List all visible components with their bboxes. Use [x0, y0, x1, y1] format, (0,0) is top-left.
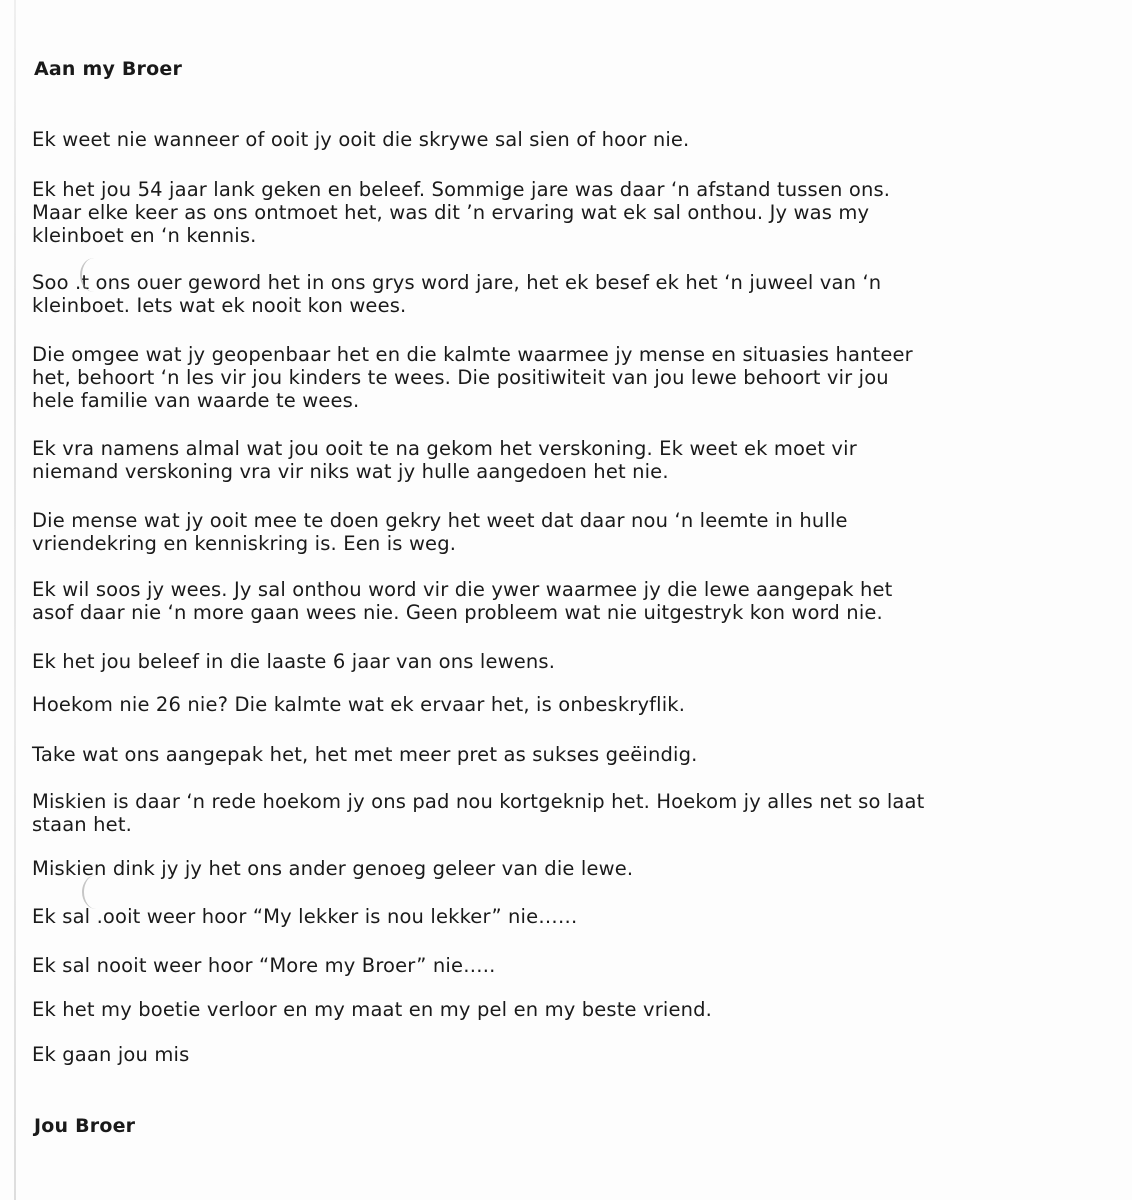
- paragraph-10: [32, 743, 1082, 766]
- salutation: Aan my Broer: [34, 58, 183, 80]
- text-line: Maar elke keer as ons ontmoet het, was dit ’n ervaring wat ek sal onthou. Jy was my: [32, 201, 870, 224]
- paragraph-5: [32, 437, 1082, 483]
- text-line: Soo .t ons ouer geword het in ons grys word jare, het ek besef ek het ‘n juweel van ‘n: [32, 271, 882, 294]
- text-line: Ek sal nooit weer hoor “More my Broer” nie…..: [32, 954, 496, 977]
- text-line: Take wat ons aangepak het, het met meer pret as sukses geëindig.: [32, 743, 698, 766]
- text-line: Miskien dink jy jy het ons ander genoeg geleer van die lewe.: [32, 857, 634, 880]
- paragraph-16: [32, 1043, 1082, 1066]
- text-line: Ek weet nie wanneer of ooit jy ooit die skrywe sal sien of hoor nie.: [32, 128, 690, 151]
- paragraph-1: [32, 128, 1082, 151]
- paragraph-6: [32, 509, 1082, 555]
- paragraph-11: [32, 790, 1082, 836]
- paragraph-2: [32, 178, 1082, 247]
- text-line: Ek vra namens almal wat jou ooit te na gekom het verskoning. Ek weet ek moet vir: [32, 437, 857, 460]
- paragraph-3: [32, 271, 1082, 317]
- paragraph-12: [32, 857, 1082, 880]
- scan-smudge: [82, 875, 110, 909]
- text-line: Hoekom nie 26 nie? Die kalmte wat ek ervaar het, is onbeskryflik.: [32, 693, 686, 716]
- text-line: Die omgee wat jy geopenbaar het en die kalmte waarmee jy mense en situasies hanteer: [32, 343, 913, 366]
- text-line: Ek gaan jou mis: [32, 1043, 190, 1066]
- paragraph-9: [32, 693, 1082, 716]
- text-line: hele familie van waarde te wees.: [32, 389, 360, 412]
- paragraph-7: [32, 578, 1082, 624]
- text-line: Ek het jou beleef in die laaste 6 jaar van ons lewens.: [32, 650, 556, 673]
- text-line: Ek sal .ooit weer hoor “My lekker is nou lekker” nie……: [32, 905, 578, 928]
- text-line: Ek wil soos jy wees. Jy sal onthou word vir die ywer waarmee jy die lewe aangepak het: [32, 578, 893, 601]
- text-line: Die mense wat jy ooit mee te doen gekry het weet dat daar nou ‘n leemte in hulle: [32, 509, 848, 532]
- text-line: asof daar nie ‘n more gaan wees nie. Geen probleem wat nie uitgestryk kon word nie.: [32, 601, 883, 624]
- text-line: kleinboet en ‘n kennis.: [32, 224, 257, 247]
- text-line: vriendekring en kenniskring is. Een is weg.: [32, 532, 457, 555]
- paragraph-4: [32, 343, 1082, 412]
- paragraph-13: [32, 905, 1082, 928]
- text-line: staan het.: [32, 813, 132, 836]
- paragraph-15: [32, 998, 1082, 1021]
- paragraph-14: [32, 954, 1082, 977]
- text-line: Miskien is daar ‘n rede hoekom jy ons pad nou kortgeknip het. Hoekom jy alles net so laat: [32, 790, 925, 813]
- scan-edge: [14, 0, 16, 1200]
- text-line: Ek het jou 54 jaar lank geken en beleef. Sommige jare was daar ‘n afstand tussen ons.: [32, 178, 891, 201]
- text-line: het, behoort ‘n les vir jou kinders te wees. Die positiwiteit van jou lewe behoort vir jou: [32, 366, 889, 389]
- signature: Jou Broer: [34, 1115, 136, 1137]
- text-line: kleinboet. Iets wat ek nooit kon wees.: [32, 294, 407, 317]
- scan-smudge: [80, 258, 108, 292]
- paragraph-8: [32, 650, 1082, 673]
- text-line: Ek het my boetie verloor en my maat en my pel en my beste vriend.: [32, 998, 712, 1021]
- text-line: niemand verskoning vra vir niks wat jy hulle aangedoen het nie.: [32, 460, 669, 483]
